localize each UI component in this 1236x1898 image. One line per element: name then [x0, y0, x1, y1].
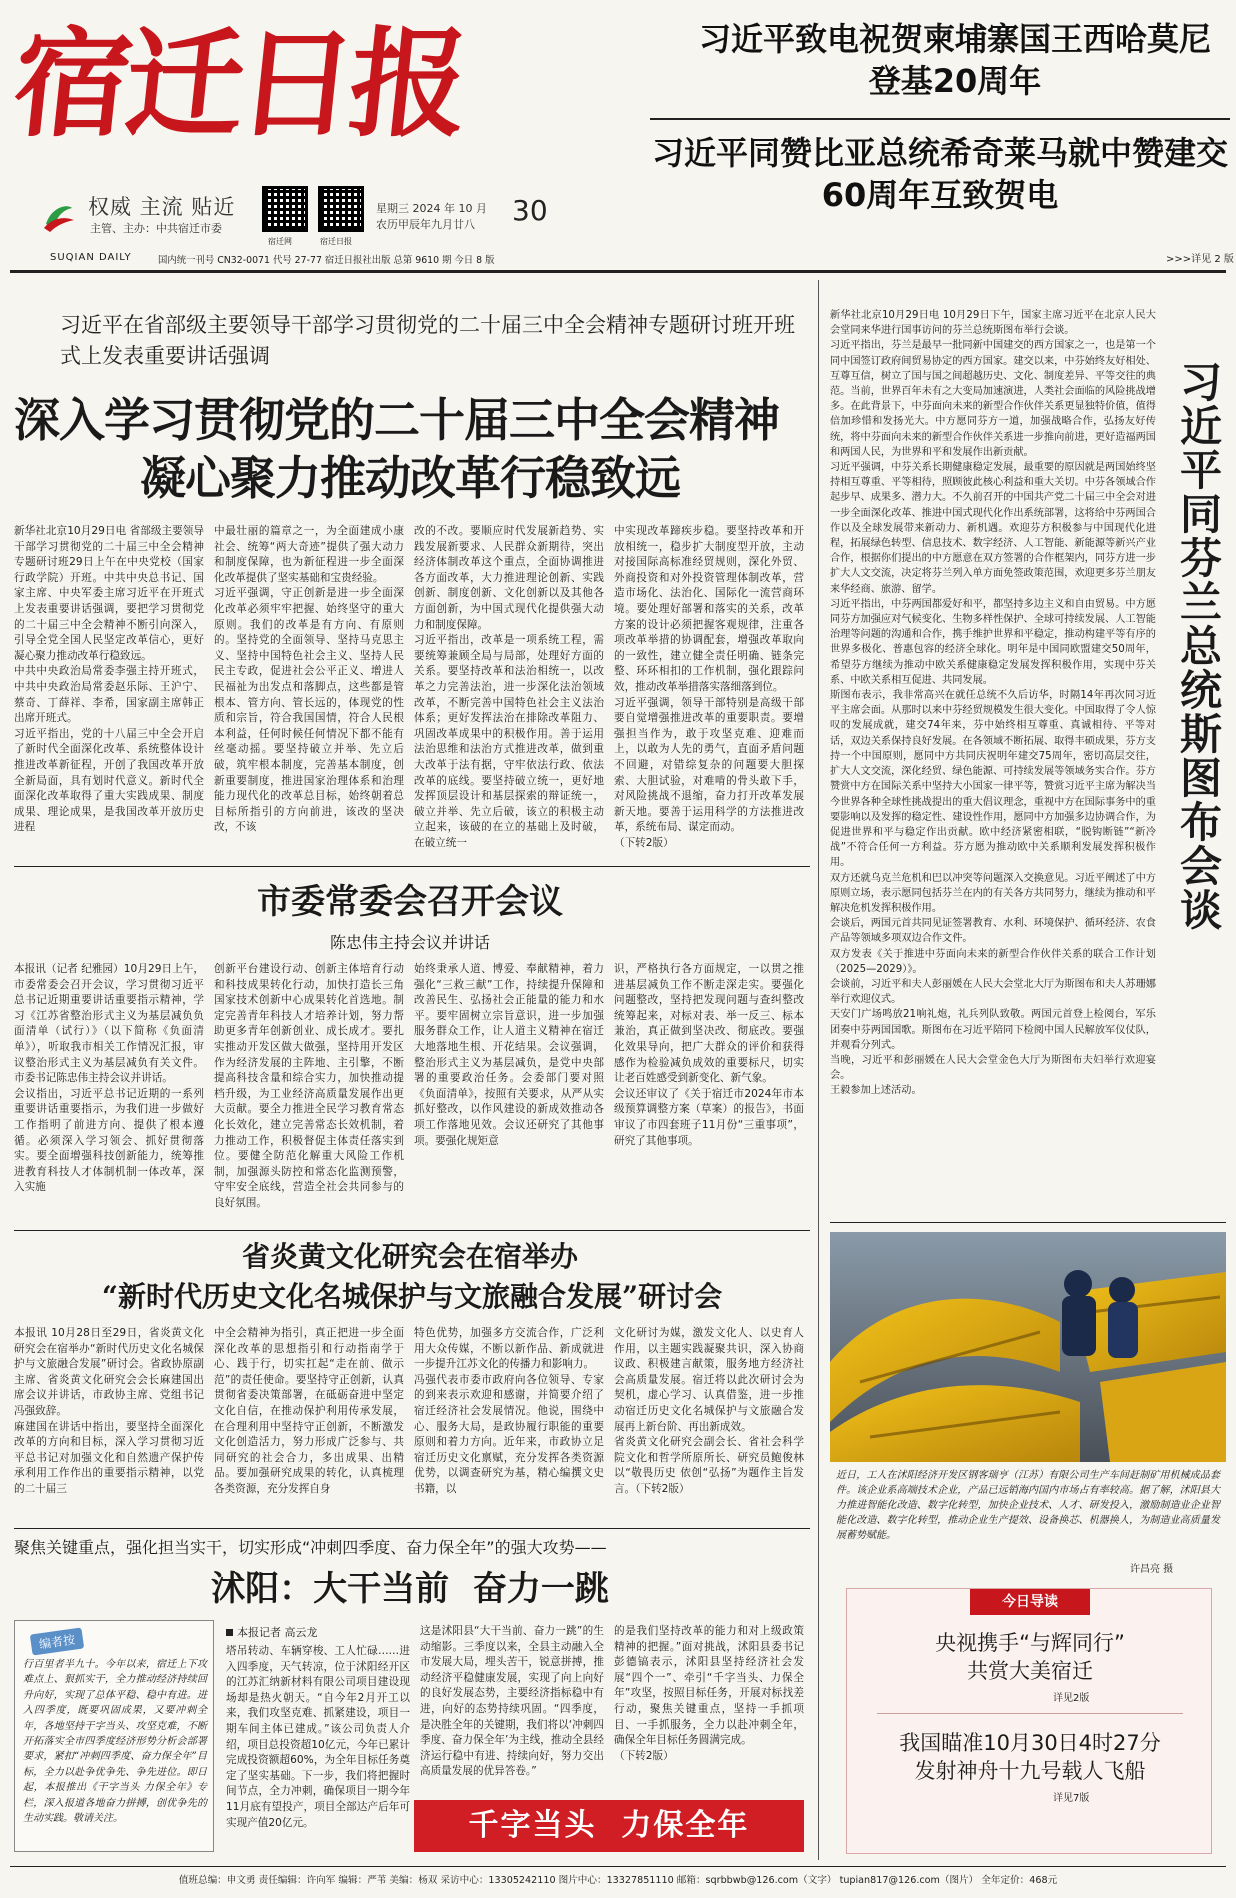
- daodu-box: [846, 1588, 1212, 1854]
- publication-info: 国内统一刊号 CN32-0071 代号 27-77 宿迁日报社出版 总第 9610 期 今日 8 版: [158, 255, 495, 266]
- date-line: 星期三 2024 年 10 月: [376, 202, 487, 215]
- sponsor: 主管、主办：中共宿迁市委: [90, 222, 222, 235]
- changwei-column-1: 本报讯（记者 纪雅园）10月29日上午，市委常委会召开会议，学习贯彻习近平总书记近期重要讲话重要指示精神，学习《江苏省整治形式主义为基层减负负面清单（试行）》（以下简称《负面清单》），听取我市相关工作情况汇报，审议整治形式主义为基层减负有关文件。市委书记陈忠伟主持会议并讲话。 会议指出，习近平总书记近期的一系列重要讲话重要指示，为我们进一步做好工作指明了前进方向、提供了根本遵循。必须深入学习领会、抓好贯彻落实。要全面增强科技创新能力，统筹推进教育科技人才体制机制一体改革，深入实施: [14, 963, 204, 1194]
- day-number: 30: [512, 194, 548, 227]
- newspaper-logo: 宿迁日报: [6, 14, 470, 153]
- lead-column-3: 改的不改。要顺应时代发展新趋势、实践发展新要求、人民群众新期待，突出经济体制改革这个重点，全面协调推进各方面改革，大力推进理论创新、实践创新、制度创新、文化创新以及其他各方面创新，为中国式现代化提供强大动力和制度保障。 习近平指出，改革是一项系统工程，需要统筹兼顾全局与局部，处理好方面的关系。要坚持改革和法治相统一，以改革之力完善法治，进一步深化法治领域改革，不断完善中国特色社会主义法治体系；更好发挥法治在排除改革阻力、巩固改革成果中的积极作用。善于运用法治思维和法治方式推进改革，做到重大改革于法有据，守牢依法行政、依法改革的底线。要坚持破立统一，更好地发挥顶层设计和基层探索的辩证统一，破立并举、先立后破，该立的积极主动立起来，该破的在立的基础上及时破，在破立统一: [414, 525, 604, 849]
- shuyang-byline: [226, 1624, 318, 1640]
- editor-note-text: 行百里者半九十。今年以来，宿迁上下攻难点上、狠抓实干，全力推动经济持续回升向好，实现了总体平稳、稳中有进。进入四季度，既要巩固成果，又要冲刺全年，各地坚持干字当头、攻坚克难，不断开拓落实全市四季度经济形势分析会部署要求，紧扣“冲刺四季度、奋力保全年”目标，全力以赴争优争先、争先进位。即日起，本报推出《干字当头 力保全年》专栏，深入报道各地奋力拼搏，创优争先的生动实践。敬请关注。: [23, 1659, 207, 1825]
- lead-column-2: 中最壮丽的篇章之一，为全面建成小康社会、统筹“两大奇迹”提供了强大动力和制度保障，也为新征程进一步全面深化改革提供了坚实基础和宝贵经验。 习近平强调，守正创新是进一步全面深化改革必须牢牢把握、始终坚守的重大原则。我们的改革是有方向、有原则的。坚持党的全面领导、坚持马克思主义、坚持中国特色社会主义、坚持人民民主专政，促进社会公平正义、增进人民福祉为出发点和落脚点，这些都是管根本、管方向、管长远的，体现党的性质和宗旨，符合我国国情，符合人民根本利益，任何时候任何情况下都不能有丝毫动摇。要坚持破立并举、先立后破，筑牢根本制度，完善基本制度，创新重要制度，推进国家治理体系和治理能力现代化的改革总目标，始终朝着总目标所指引的方向前进，该改的坚决改，不该: [214, 525, 404, 834]
- yanhuang-title-line1[interactable]: 省炎黄文化研究会在宿举办: [241, 1240, 578, 1273]
- lead-column-1: 新华社北京10月29日电 省部级主要领导干部学习贯彻党的二十届三中全会精神专题研讨班29日上午在中央党校（国家行政学院）开班。中共中央总书记、国家主席、中央军委主席习近平在开班式上发表重要讲话强调，要把学习贯彻党的二十届三中全会精神不断引向深入，引导全党全国人民坚定改革信心，更好凝心聚力推动改革行稳致远。 中共中央政治局常委李强主持开班式，中共中央政治局常委赵乐际、王沪宁、蔡奇、丁薛祥、李希，国家副主席韩正出席开班式。 习近平指出，党的十八届三中全会开启了新时代全面深化改革、系统整体设计推进改革新征程，开创了我国改革开放全新局面，具有划时代意义。新时代全面深化改革取得了重大实践成果、制度成果、理论成果，是我国改革开放历史进程: [14, 525, 204, 834]
- daodu-item1-line1[interactable]: 央视携手“与辉同行”: [935, 1631, 1125, 1655]
- yanhuang-column-4: 文化研讨为媒，激发文化人、以史育人作用，以主题实践凝聚共识，深入协商议政、积极建言献策，服务地方经济社会高质量发展。宿迁将以此次研讨会为契机，虚心学习、认真借鉴，进一步推动宿迁历史文化名城保护与文旅融合发展再上新台阶、再出新成效。 省炎黄文化研究会副会长、省社会科学院文化和哲学所原所长、研究员鲍俊林以“敬畏历史 依创“弘扬”为题作主旨发言。（下转2版）: [614, 1327, 804, 1495]
- changwei-column-3: 始终秉承人道、博爱、奉献精神，着力强化“三救三献”工作，持续提升保障和改善民生、弘扬社会正能量的能力和水平。要牢固树立宗旨意识，进一步加强服务群众工作，让人道主义精神在宿迁大地落地生根、开花结果。会议强调，整治形式主义为基层减负，是党中央部署的重要政治任务。会委部门要对照《负面清单》，按照有关要求，从严从实抓好整改，以作风建设的新成效推动各项工作落地见效。会议还研究了其他事项。要强化规矩意: [414, 963, 604, 1147]
- shuyang-column-2: 这是沭阳县“大干当前、奋力一跳”的生动缩影。三季度以来，全县主动融入全市发展大局，埋头苦干，锐意拼搏，推动经济平稳健康发展，实现了向上向好的良好发展态势，主要经济指标稳中有进，向好的态势持续巩固。“四季度，是决胜全年的关键期，我们将以‘冲刺四季度、奋力保全年’为主线，推动全县经济运行稳中有进、持续向好，努力交出高质量发展的优异答卷。”: [420, 1625, 604, 1778]
- lead-title-line2[interactable]: 凝心聚力推动改革行稳致远: [140, 451, 680, 505]
- daodu-item1-line2[interactable]: 共赏大美宿迁: [967, 1659, 1093, 1683]
- daodu-item2-line2[interactable]: 发射神舟十九号载人飞船: [914, 1759, 1146, 1783]
- lead-title-line1[interactable]: 深入学习贯彻党的二十届三中全会精神: [14, 393, 779, 447]
- byline-marker-icon: [226, 1629, 233, 1636]
- english-name: SUQIAN DAILY: [50, 252, 132, 263]
- photo-credit: 许昌亮 摄: [1130, 1564, 1174, 1575]
- daodu-label: 今日导读: [970, 1589, 1090, 1615]
- see-page-link[interactable]: >>>详见 2 版: [1166, 254, 1234, 265]
- editor-note-tag: 编者按: [30, 1627, 84, 1655]
- lead-kicker: 习近平在省部级主要领导干部学习贯彻党的二十届三中全会精神专题研讨班开班式上发表重要讲话强调: [60, 313, 795, 368]
- daodu-item1-page[interactable]: 详见2版: [1053, 1693, 1090, 1704]
- qr1-label: 宿迁网: [268, 237, 292, 246]
- editor-note-box: [14, 1620, 214, 1852]
- changwei-column-2: 创新平台建设行动、创新主体培育行动和科技成果转化行动，加快打造长三角国家技术创新中心成果转化首选地。制定完善青年科技人才培养计划，努力帮助更多青年创新创业、成长成才。要扎实推动开发区做大做强，坚持用开发区作为经济发展的主阵地、主引擎，不断提高科技含量和综合实力，加快推动提档升级，为工业经济高质量发展作出更大贡献。要全力推进全民学习教育常态化长效化，建立完善常态长效机制，着力推动工作，积极督促主体责任落实到位。要健全防范化解重大风险工作机制，加强源头防控和常态化监测预警，守牢安全底线，营造全社会共同参与的良好氛围。: [214, 963, 404, 1209]
- changwei-title[interactable]: 市委常委会召开会议: [257, 882, 563, 922]
- daodu-item2-line1[interactable]: 我国瞄准10月30日4时27分: [899, 1731, 1161, 1755]
- qr-code-icon: [318, 186, 364, 232]
- changwei-subtitle: 陈忠伟主持会议并讲话: [329, 933, 490, 952]
- campaign-banner: 千字当头 力保全年: [414, 1800, 804, 1852]
- shuyang-column-3: 的是我们坚持改革的能力和对上级政策精神的把握。”面对挑战，沭阳县委书记彭德镐表示，沭阳县坚持经济社会发展“四个一”、牵引“千字当头、力保全年”攻坚，按照目标任务，开展对标找差行动，聚焦关键重点，坚持一手抓项目、一手抓服务，全力以赴冲刺全年，确保全年目标任务圆满完成。 （下转2版）: [614, 1625, 804, 1762]
- yanhuang-column-2: 中全会精神为指引，真正把进一步全面深化改革的思想指引和行动指南学于心、践于行，切实扛起“走在前、做示范”的责任使命。要坚持守正创新，认真贯彻省委决策部署，在砥砺奋进中坚定文化自信，在推动保护利用传承发展，在合理利用中坚持守正创新，不断激发文化创造活力，努力形成广泛参与、共同研究的社会合力，多出成果、出精品。要加强研究成果的转化，认真梳理各类资源，充分发挥自身: [214, 1327, 404, 1495]
- qr2-label: 宿迁日报: [320, 237, 352, 246]
- masthead: [0, 0, 1236, 270]
- changwei-column-4: 识，严格执行各方面规定，一以贯之推进基层减负工作不断走深走实。要强化问题整改，坚持把发现问题与查纠整改统筹起来，对标对表、举一反三、标本兼治，真正做到坚决改、彻底改。要强化效果导向，把广大群众的评价和获得感作为检验减负成效的重要标尺，切实让老百姓感受到新变化、新气象。 会议还审议了《关于宿迁市2024年市本级预算调整方案（草案）的报告》，书面审议了市四套班子11月份“三重事项”，研究了其他事项。: [614, 963, 804, 1147]
- yanhuang-column-3: 特色优势，加强多方交流合作，广泛利用大众传媒，不断以新作品、新成就进一步提升江苏文化的传播力和影响力。 冯强代表市委市政府向各位领导、专家的到来表示欢迎和感谢，并简要介绍了宿迁经济社会发展情况。他说，围绕中心、服务大局，是政协履行职能的重要原则和着力方向。近年来，市政协立足宿迁历史文化禀赋，充分发挥各类资源优势，以调查研究为基，精心编撰文史书籍，以: [414, 1327, 604, 1495]
- slogan: 权威 主流 贴近: [88, 195, 236, 219]
- yanhuang-title-line2[interactable]: “新时代历史文化名城保护与文旅融合发展”研讨会: [101, 1280, 723, 1313]
- shuyang-column-1: 塔吊转动、车辆穿梭、工人忙碌……进入四季度，天气转凉，位于沭阳经开区的江苏汇纳新材料有限公司项目建设现场却是热火朝天。“自今年2月开工以来，我们攻坚克难、抓紧建设，项目一期车间主体已建成。”该公司负责人介绍，项目总投资超10亿元，今年已累计完成投资额超60%，为全年目标任务奠定了坚实基础。下一步，我们将把握时间节点，全力冲刺，确保项目一期今年11月底有望投产，项目全部达产后年可实现产值20亿元。: [226, 1645, 410, 1829]
- photo-caption: 近日，工人在沭阳经济开发区钢客瑞亨（江苏）有限公司生产车间赶制矿用机械成品套件。该企业系高端技术企业，产品已远销海内国内市场占有率较高。据了解，沭阳县大力推进智能化改造、数字化转型，加快企业技术、人才、研发投入，激励制造业企业智能化改造、数字化转型，推动企业生产提效、设备换芯、机器换人，为制造业高质量发展蓄势赋能。: [836, 1470, 1220, 1541]
- factory-photo: [830, 1232, 1226, 1462]
- footer-info: 值班总编：申文勇 责任编辑：许向军 编辑：严苇 美编：杨双 采访中心：13305242110 图片中心：13327851110 邮箱：sqrbbwb@126.com（文字） tupian817@126.com（图片） 全年定价：468元: [178, 1875, 1058, 1886]
- fenlan-body: 新华社北京10月29日电 10月29日下午，国家主席习近平在北京人民大会堂同来华进行国事访问的芬兰总统斯图布举行会谈。 习近平指出，芬兰是最早一批同新中国建交的西方国家之一，也是第一个同中国签订政府间贸易协定的西方国家。建交以来，中芬始终友好相处、互尊互信，树立了国与国之间超越历史、文化、制度差异、平等交往的典范。当前，世界百年未有之大变局加速演进，人类社会面临的风险挑战增多。在此背景下，中芬面向未来的新型合作伙伴关系更显独特价值，值得倍加珍惜和发扬光大。中方愿同芬方一道，加强战略合作，弘扬友好传统，将中芬面向未来的新型合作伙伴关系进一步推向前进，更好造福两国和两国人民，为世界和平和发展作出新贡献。 习近平强调，中芬关系长期健康稳定发展，最重要的原因就是两国始终坚持相互尊重、平等相待，照顾彼此核心利益和重大关切。中芬各领域合作起步早、成果多、潜力大。不久前召开的中国共产党二十届三中全会对进一步全面深化改革、推进中国式现代化作出系统部署，这将给中芬两国合作以及全球发展带来新动力、新机遇。欢迎芬方积极参与中国现代化进程，拓展绿色转型、信息技术、数字经济、人工智能、新能源等新兴产业合作，根据你们提出的中方愿意在双方签署的合作框架内，同芬方进一步扩大人文交流，决定将芬兰列入单方面免签政策范围，欢迎更多芬兰朋友来华经商、旅游、留学。 习近平指出，中芬两国都爱好和平，都坚持多边主义和自由贸易。中方愿同芬方加强应对气候变化、生物多样性保护、全球可持续发展、人工智能治理等问题的沟通和合作，携手维护世界和平稳定，推动构建平等有序的世界多极化、普惠包容的经济全球化。明年是中国同欧盟建交50周年，希望芬方继续为推动中欧关系健康稳定发展发挥积极作用，实现中芬关系、中欧关系相互促进、共同发展。 斯图布表示，我非常高兴在就任总统不久后访华，时隔14年再次同习近平主席会面。从那时以来中芬经贸规模发生很大变化。中国取得了令人惊叹的发展成就，建交74年来，芬中始终相互尊重、真诚相待、平等对话，双边关系保持良好发展。在各领域不断拓展、取得丰硕成果，芬方支持一个中国原则，愿同中方共同庆祝明年建交75周年，密切高层交往，扩大人文交流，深化经贸、绿色能源、可持续发展等领域务实合作。芬方赞赏中方在国际关系中坚持大小国家一律平等，赞赏习近平主席为解决当今世界各种全球性挑战提出的重大倡议理念，重视中方在国际事务中的重要影响以及发挥的稳定性、建设性作用，愿同中方加强多边协调合作，为促进世界和平与稳定作出贡献。欧中经济紧密相联，“脱钩断链”“新冷战”不符合任何一方利益。芬方愿为推动欧中关系顺利发展发挥积极作用。 双方还就乌克兰危机和巴以冲突等问题深入交换意见。习近平阐述了中方原则立场，表示愿同包括芬兰在内的有关各方共同努力，继续为推动和平解决危机发挥积极作用。 会谈后，两国元首共同见证签署教育、水利、环境保护、循环经济、农食产品等领域多项双边合作文件。 双方发表《关于推进中芬面向未来的新型合作伙伴关系的联合工作计划（2025—2029）》。 会谈前，习近平和夫人彭丽媛在人民大会堂北大厅为斯图布和夫人苏珊娜举行欢迎仪式。 天安门广场鸣放21响礼炮，礼兵列队致敬。两国元首登上检阅台，军乐团奏中芬两国国歌。斯图布在习近平陪同下检阅中国人民解放军仪仗队，并观看分列式。 当晚，习近平和彭丽媛在人民大会堂金色大厅为斯图布夫妇举行欢迎宴会。 王毅参加上述活动。: [830, 310, 1156, 1097]
- yanhuang-column-1: 本报讯 10月28日至29日，省炎黄文化研究会在宿举办“新时代历史文化名城保护与文旅融合发展”研讨会。省政协原副主席、省炎黄文化研究会会长麻建国出席会议并讲话，市政协主席、党组书记冯强致辞。 麻建国在讲话中指出，要坚持全面深化改革的方向和目标，深入学习贯彻习近平总书记对加强文化和自然遗产保护传承利用工作作出的重要指示精神，以党的二十届三: [14, 1327, 204, 1495]
- lead-column-4: 中实现改革蹄疾步稳。要坚持改革和开放相统一，稳步扩大制度型开放，主动对接国际高标准经贸规则，深化外贸、外商投资和对外投资管理体制改革，营造市场化、法治化、国际化一流营商环境。要处理好部署和落实的关系，改革方案的设计必须把握客观规律，注重各项改革举措的协调配套，增强改革取向的一致性，建立健全责任明确、链条完整、环环相扣的工作机制，强化跟踪问效，推动改革举措落实落细落到位。 习近平强调，领导干部特别是高级干部要自觉增强推进改革的重要职责。要增强担当作为，敢于攻坚克难、迎难而上，以敢为人先的勇气，直面矛盾问题不回避，对错综复杂的问题要大胆探索、大胆试验，对难啃的骨头敢下手，对风险挑战不退缩，奋力打开改革发展新天地。要善于运用科学的方法推进改革，系统布局、谋定而动。 （下转2版）: [614, 525, 804, 849]
- fenlan-side-title[interactable]: 习近平同芬兰总统斯图布会谈: [1174, 360, 1223, 932]
- shuyang-title[interactable]: 沭阳：大干当前 奋力一跳: [211, 1569, 609, 1609]
- lunar-date: 农历甲辰年九月廿八: [376, 218, 475, 231]
- qr-code-icon: [262, 186, 308, 232]
- top-headline-cambodia[interactable]: 习近平致电祝贺柬埔寨国王西哈莫尼登基20周年: [698, 20, 1211, 100]
- top-headline-zambia[interactable]: 习近平同赞比亚总统希奇莱马就中赞建交60周年互致贺电: [651, 134, 1228, 214]
- byline-text: 本报记者 高云龙: [237, 1626, 318, 1639]
- slogan-icon: [38, 196, 78, 236]
- daodu-item2-page[interactable]: 详见7版: [1053, 1793, 1090, 1804]
- shuyang-kicker: 聚焦关键重点，强化担当实干，切实形成“冲刺四季度、奋力保全年”的强大攻势——: [14, 1538, 607, 1557]
